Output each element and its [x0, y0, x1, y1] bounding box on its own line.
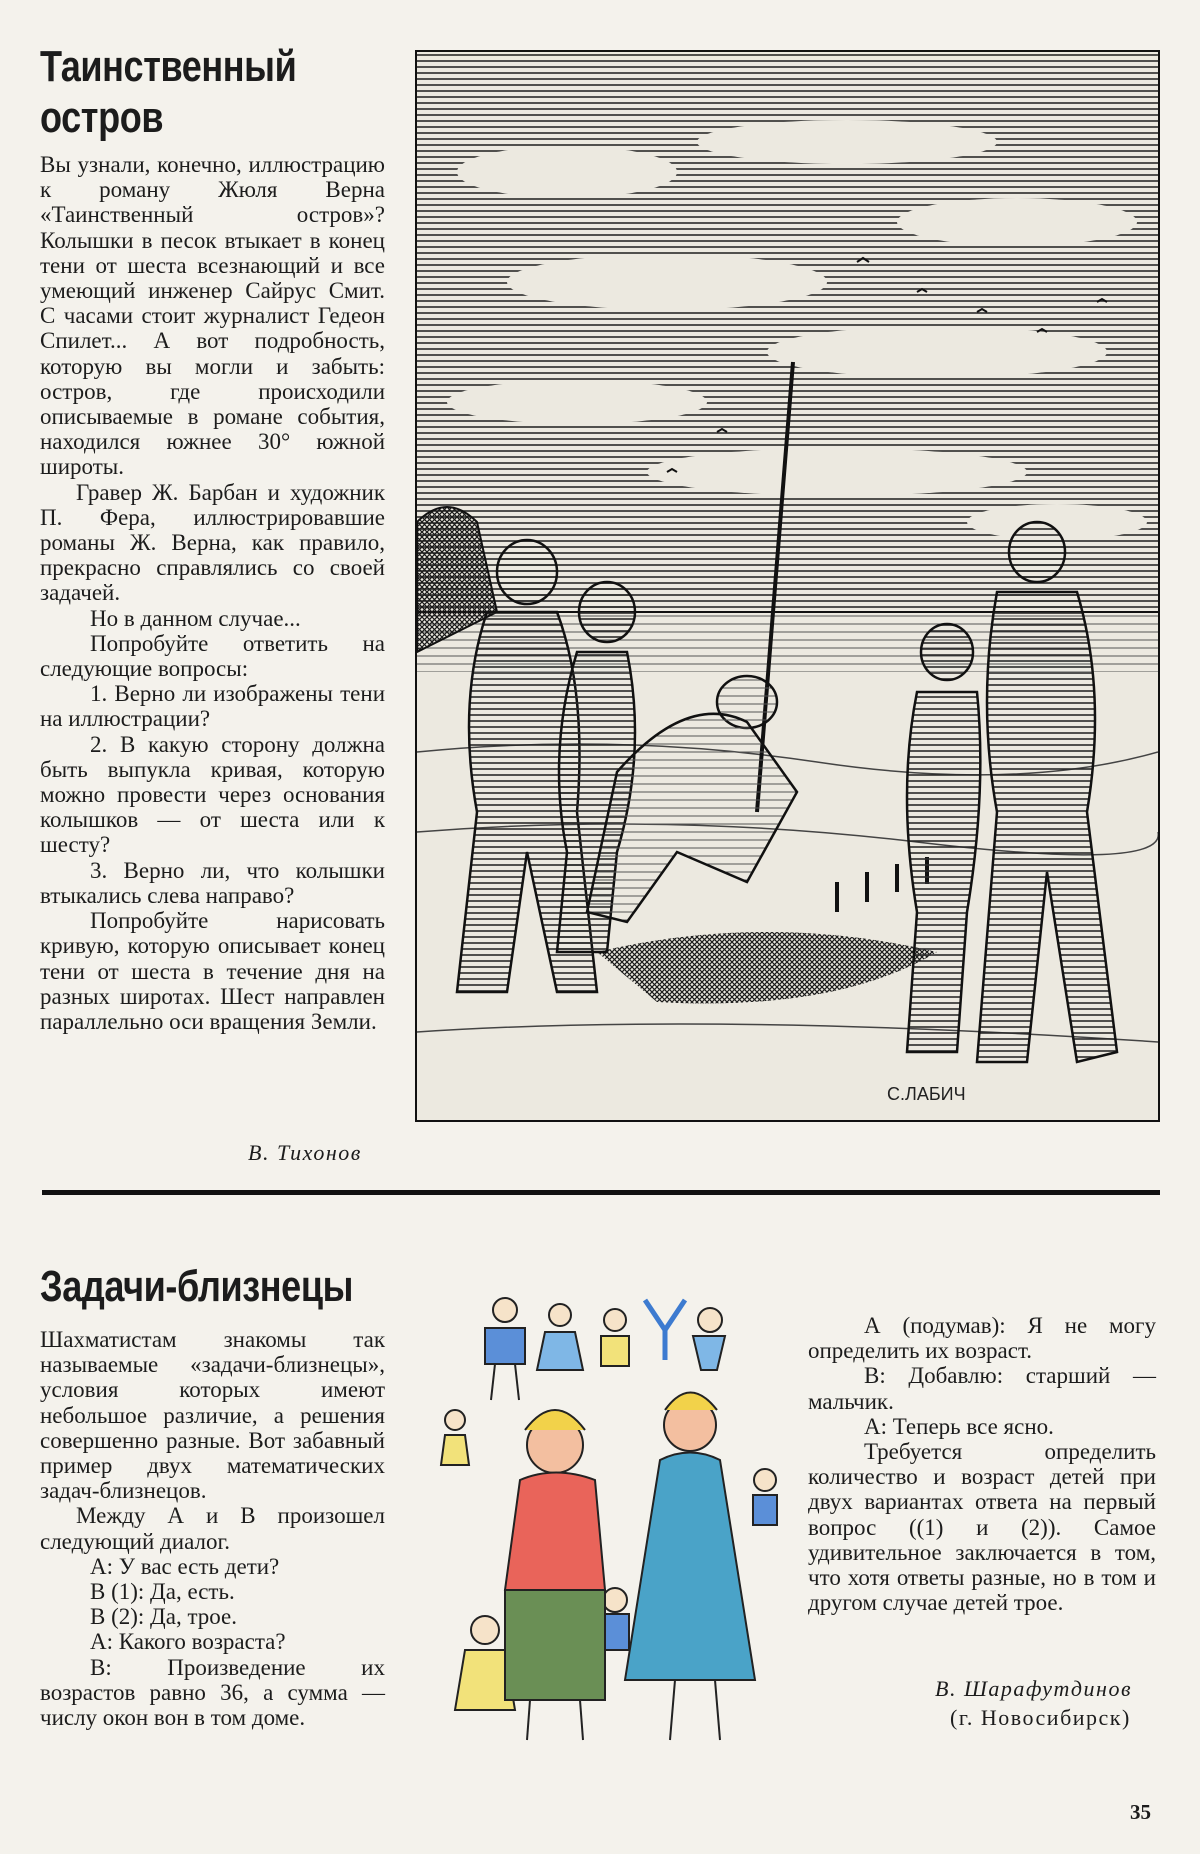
- engraving-signature: C.ЛАБИЧ: [887, 1084, 966, 1104]
- article1-paragraph: Гравер Ж. Барбан и художник П. Фера, иллюстрировавшие романы Ж. Верна, как правило, прекрасно справлялись со своей задачей.: [40, 479, 385, 606]
- article1-paragraph: Попробуйте ответить на следующие вопросы:: [40, 630, 385, 682]
- article2-city: (г. Новосибирск): [950, 1705, 1131, 1730]
- article1-text: [40, 152, 385, 1034]
- article2-task: Требуется определить количество и возраст детей при двух вариантах ответа на первый вопрос ((1) и (2)). Самое удивительное заключается в том, что хотя ответы разные, но в том и другом случае детей трое.: [808, 1439, 1156, 1616]
- twins-cartoon: [425, 1290, 785, 1760]
- dialog-line: А (подумав): Я не могу определить их возраст.: [808, 1313, 1156, 1364]
- island-engraving: [415, 50, 1160, 1122]
- woman-left: [505, 1410, 605, 1740]
- section-divider: [42, 1190, 1160, 1195]
- article1-closing: Попробуйте нарисовать кривую, которую описывает конец тени от шеста в течение дня на разных широтах. Шест направлен параллельно оси вращения Земли.: [40, 908, 385, 1034]
- dialog-line: В (1): Да, есть.: [90, 1579, 235, 1605]
- dialog-line: А: У вас есть дети?: [90, 1553, 280, 1579]
- article2-intro: Шахматистам знакомы так называемые «задачи-близнецы», условия которых имеют небольшое различие, а решения совершенно разные. Вот забавный пример двух математических задач-близнецов.: [40, 1327, 385, 1504]
- article1-title: [40, 42, 384, 143]
- article2-author: В. Шарафутдинов: [935, 1676, 1133, 1701]
- question-item: 1. Верно ли изображены тени на иллюстрации?: [40, 681, 385, 732]
- dialog-line: В: Произведение их возрастов равно 36, а сумма — числу окон вон в том доме.: [40, 1654, 385, 1731]
- dialog-line: А: Какого возраста?: [90, 1629, 286, 1655]
- article1-author: В. Тихонов: [248, 1140, 362, 1165]
- article1-paragraph: Но в данном случае...: [90, 605, 301, 631]
- article2-title: Задачи-близнецы: [40, 1262, 354, 1311]
- woman-right: [625, 1393, 755, 1741]
- dialog-line: А: Теперь все ясно.: [864, 1413, 1054, 1439]
- article2-text-right: [808, 1313, 1156, 1615]
- page-number: 35: [1130, 1800, 1151, 1824]
- article1-paragraph: Вы узнали, конечно, иллюстрацию к роману Жюля Верна «Таинственный остров»? Колышки в песок втыкает в конец тени от шеста всезнающий и все умеющий инженер Сайрус Смит. С часами стоит журналист Гедеон Спилет... А вот подробность, которую вы могли и забыть: остров, где происходили описываемые в романе события, находился южнее 30° южной широты.: [40, 152, 385, 480]
- question-item: 3. Верно ли, что колышки втыкались слева направо?: [40, 857, 385, 908]
- article1-title-line2: остров: [40, 92, 164, 142]
- article1-title-line1: Таинственный: [40, 42, 297, 91]
- article2-dialog-intro: Между А и В произошел следующий диалог.: [40, 1503, 385, 1554]
- question-item: 2. В какую сторону должна быть выпукла кривая, которую можно провести через основания колышков — от шеста или к шесту?: [40, 731, 385, 858]
- article2-text-left: [40, 1327, 385, 1730]
- dialog-line: В: Добавлю: старший — мальчик.: [808, 1363, 1156, 1414]
- dialog-line: В (2): Да, трое.: [90, 1604, 238, 1630]
